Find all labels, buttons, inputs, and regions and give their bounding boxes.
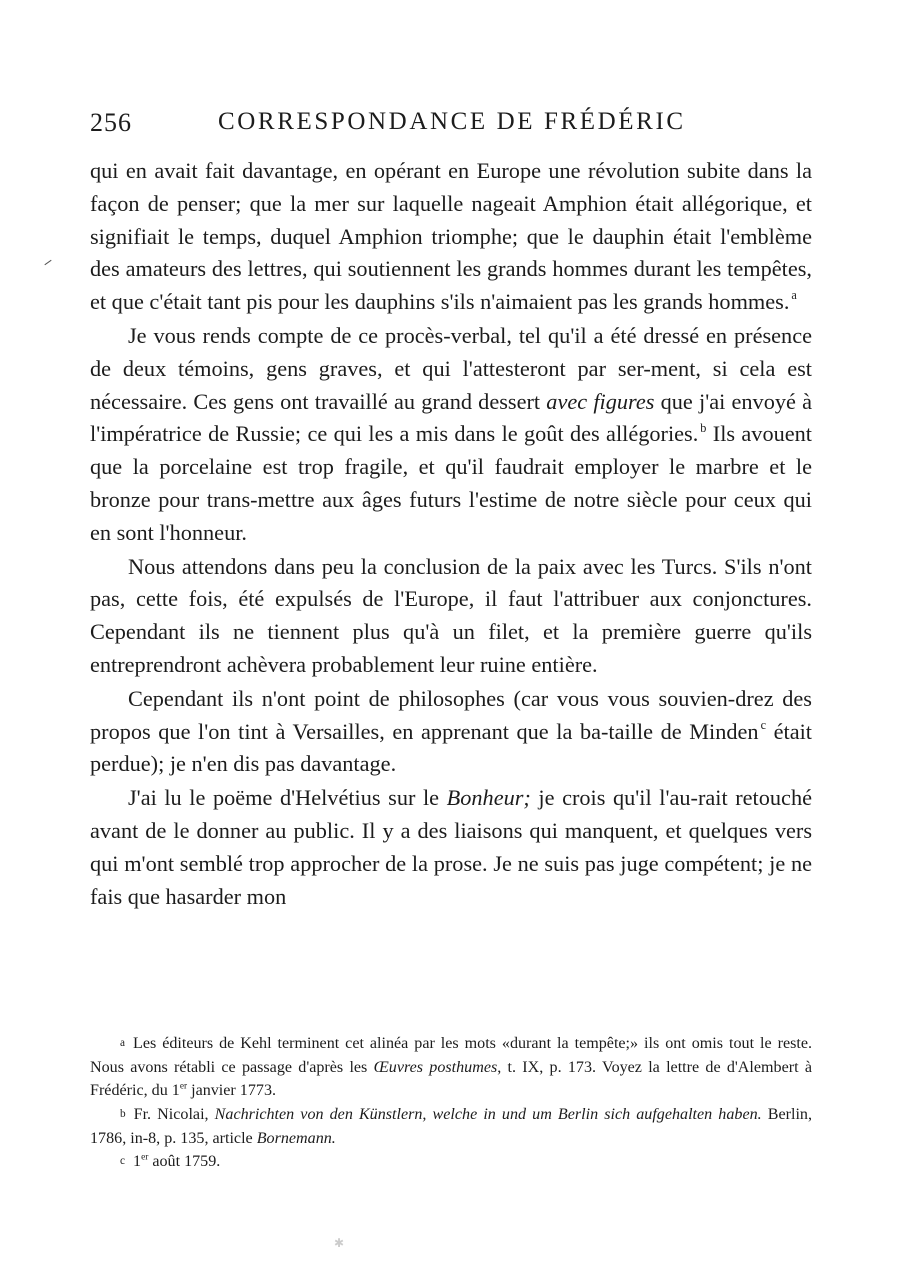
footnote-c-prefix: 1 [133, 1153, 142, 1171]
paragraph-1 [90, 155, 812, 319]
main-text [90, 155, 812, 913]
paragraph-4 [90, 683, 812, 781]
footnote-ref-b: b [700, 420, 707, 435]
paragraph-2 [90, 320, 812, 550]
footnote-b [90, 1103, 812, 1150]
paragraph-5-text-1: J'ai lu le poëme d'Helvétius sur le [128, 785, 447, 811]
paragraph-4-text-1: Cependant ils n'ont point de philosophes (car vous vous souvien-drez des propos que l'on tint à Versailles, en apprenant que la ba-taille de Minden [90, 685, 812, 744]
paragraph-1-text: qui en avait fait davantage, en opérant en Europe une révolution subite dans la façon de penser; que la mer sur laquelle nageait Amphion était allégorique, et signifiait le temps, duquel Amphion triomphe; que le dauphin était l'emblème des amateurs des lettres, qui soutiennent les grands hommes durant les tempêtes, et que c'était tant pis pour les dauphins s'ils n'aimaient pas les grands hommes. [90, 158, 812, 315]
paragraph-2-text-1: Je vous rends compte de ce procès-verbal, tel qu'il a été dressé en présence de deux témoins, gens graves, et qui l'attesteront par ser-ment, si cela est nécessaire. Ces gens ont travaillé au grand dessert [90, 322, 812, 414]
footnote-ref-a: a [791, 288, 797, 303]
footnote-b-italic-2: Bornemann. [256, 1129, 336, 1147]
footnote-c [90, 1150, 812, 1174]
footnote-a-italic: Œuvres posthumes [373, 1058, 498, 1076]
stray-ink-mark [44, 260, 51, 265]
footnote-c-text: août 1759. [148, 1153, 221, 1171]
footnote-b-marker: b [120, 1108, 126, 1121]
footnote-c-sup: er [141, 1152, 149, 1163]
paragraph-3 [90, 551, 812, 682]
footnote-b-italic: Nachrichten von den Künstlern, welche in und um Berlin sich aufgehalten haben. [214, 1105, 762, 1123]
page-number: 256 [90, 108, 132, 137]
smudge-mark: ✱ [334, 1236, 345, 1250]
paragraph-5 [90, 782, 812, 913]
paragraph-3-text: Nous attendons dans peu la conclusion de la paix avec les Turcs. S'ils n'ont pas, cette fois, été expulsés de l'Europe, il faut l'attribuer aux conjonctures. Cependant ils ne tiennent plus qu'à un filet, et la première guerre qu'ils entreprendront achèvera probablement leur ruine entière. [90, 553, 812, 677]
footnote-a [90, 1032, 812, 1103]
footnote-ref-c: c [760, 717, 767, 732]
paragraph-4-text-2: était perdue); je n'en dis pas davantage. [90, 718, 812, 777]
footnote-a-text-1: Les éditeurs de Kehl terminent cet alinéa par les mots «durant la tempête;» ils ont omis tout le reste. Nous avons rétabli ce passage d'après les [90, 1035, 812, 1076]
footnote-c-marker: c [120, 1155, 126, 1168]
paragraph-2-text-3: Ils avouent que la porcelaine est trop fragile, et qu'il faudrait employer le marbre et le bronze pour trans-mettre aux âges futurs l'estime de notre siècle pour ceux qui en sont l'honneur. [90, 421, 812, 545]
page-header [90, 108, 812, 142]
footnote-a-sup: er [179, 1081, 188, 1092]
footnote-b-text-2: Berlin, 1786, in-8, p. 135, article [90, 1105, 812, 1147]
footnote-a-text-3: janvier 1773. [187, 1082, 277, 1100]
footnotes [90, 1032, 812, 1174]
footnote-b-text-1: Fr. Nicolai, [133, 1105, 215, 1123]
paragraph-2-text-2: que j'ai envoyé à l'impératrice de Russie; ce qui les a mis dans le goût des allégories. [90, 388, 812, 447]
footnote-a-marker: a [120, 1037, 126, 1050]
footnote-a-text-2: , t. IX, p. 173. Voyez la lettre de d'Alembert à Frédéric, du 1 [90, 1058, 812, 1100]
paragraph-2-italic: avec figures [546, 388, 655, 414]
paragraph-5-text-2: je crois qu'il l'au-rait retouché avant de le donner au public. Il y a des liaisons qui manquent, et quelques vers qui m'ont semblé trop approcher de la prose. Je ne suis pas juge compétent; je ne fais que hasarder mon [90, 785, 812, 909]
running-title: CORRESPONDANCE DE FRÉDÉRIC [218, 108, 686, 135]
paragraph-5-italic: Bonheur; [446, 785, 531, 811]
